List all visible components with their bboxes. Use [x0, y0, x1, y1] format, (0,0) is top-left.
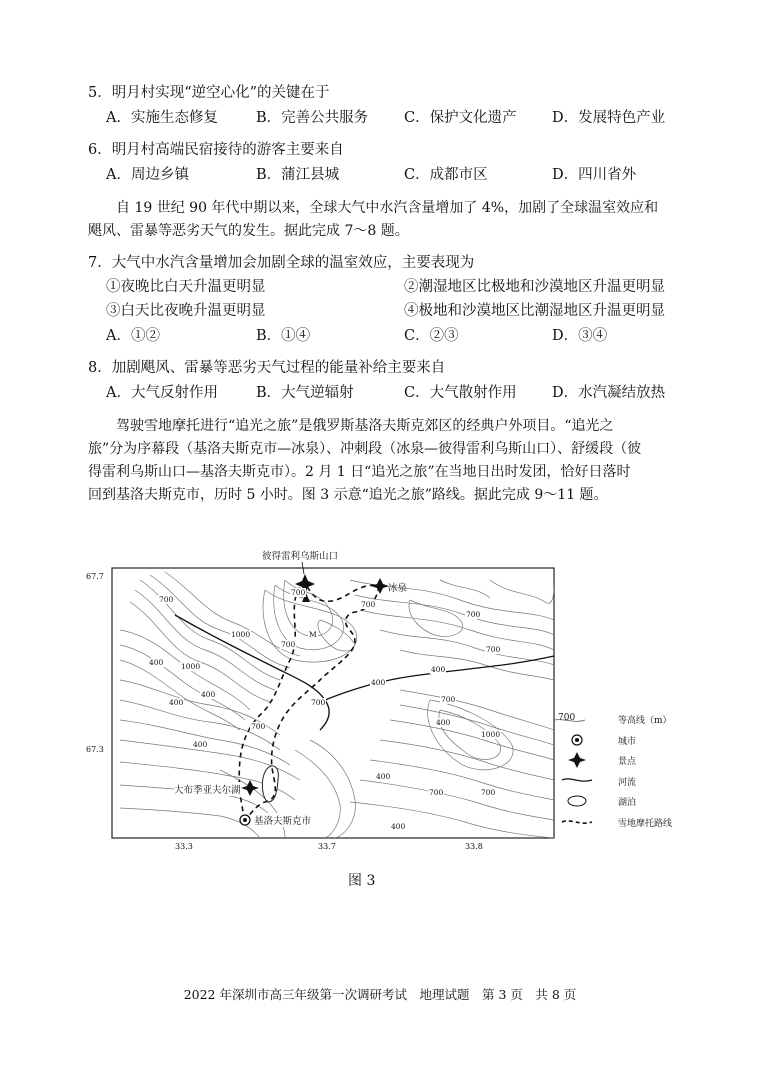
- contour-value-label: 700: [441, 695, 456, 704]
- legend-city-label: 城市: [618, 737, 637, 747]
- lat-label-bottom: 67.3: [86, 745, 104, 754]
- q7-statement-1: ①夜晚比白天升温更明显: [106, 279, 266, 295]
- contour-value-label: M: [309, 630, 317, 639]
- contour-value-label: 700: [466, 610, 481, 619]
- lon-label-mid: 33.7: [318, 842, 336, 851]
- q6-stem: 6．明月村高端民宿接待的游客主要来自: [88, 142, 344, 158]
- q7-option-a: A．①②: [106, 328, 160, 344]
- q7-statement-3: ③白天比夜晚升温更明显: [106, 303, 266, 319]
- contour-value-label: 400: [376, 772, 391, 781]
- contour-value-label: 1000: [231, 630, 251, 639]
- q6-option-d: D．四川省外: [552, 167, 637, 183]
- q8-option-b: B．大气逆辐射: [256, 385, 354, 401]
- q8-option-a: A．大气反射作用: [106, 385, 218, 401]
- q8-option-d: D．水汽凝结放热: [552, 385, 666, 401]
- q5-option-d: D．发展特色产业: [552, 110, 666, 126]
- legend-scenic-label: 景点: [618, 757, 637, 767]
- contour-value-label: 700: [291, 588, 306, 597]
- city-label: 基洛夫斯克市: [254, 813, 311, 827]
- contour-value-label: 1000: [181, 662, 201, 671]
- intro-7-8-line: 自 19 世纪 90 年代中期以来，全球大气中水汽含量增加了 4%，加剧了全球温室效应和: [116, 200, 659, 216]
- page-footer: 2022 年深圳市高三年级第一次调研考试 地理试题 第 3 页 共 8 页: [183, 987, 577, 1002]
- figure-3-map: [80, 540, 730, 860]
- contour-value-label: 700: [281, 640, 296, 649]
- legend-lake-icon: [568, 796, 586, 806]
- q7-option-b: B．①④: [256, 328, 311, 344]
- q5-option-c: C．保护文化遗产: [404, 110, 517, 126]
- legend-route-label: 雪地摩托路线: [618, 819, 673, 829]
- q6-option-b: B．蒲江县城: [256, 167, 340, 183]
- intro-7-8-line: 飓风、雷暴等恶劣天气的发生。据此完成 7～8 题。: [88, 223, 409, 239]
- contour-value-label: 400: [149, 658, 164, 667]
- contour-value-label: 400: [431, 665, 446, 674]
- contour-value-label: 400: [391, 822, 406, 831]
- contour-value-label: 1000: [481, 730, 501, 739]
- legend-river-line: [562, 779, 592, 781]
- lon-label-left: 33.3: [175, 842, 193, 851]
- legend-contour-sample: 700: [558, 713, 576, 723]
- contour-value-label: 700: [311, 698, 326, 707]
- q8-stem: 8．加剧飓风、雷暴等恶劣天气过程的能量补给主要来自: [88, 360, 446, 376]
- intro-9-11-line: 回到基洛夫斯克市，历时 5 小时。图 3 示意“追光之旅”路线。据此完成 9～11 题。: [88, 487, 608, 503]
- contour-value-label: 700: [159, 595, 174, 604]
- legend-contour-label: 等高线（m）: [618, 716, 672, 726]
- q7-option-d: D．③④: [552, 328, 608, 344]
- q6-option-c: C．成都市区: [404, 167, 488, 183]
- q7-stem: 7．大气中水汽含量增加会加剧全球的温室效应，主要表现为: [88, 255, 475, 271]
- q7-statement-2: ②潮湿地区比极地和沙漠地区升温更明显: [404, 279, 665, 295]
- q5-stem: 5．明月村实现“逆空心化”的关键在于: [88, 85, 330, 101]
- q7-option-c: C．②③: [404, 328, 459, 344]
- legend-lake-label: 湖泊: [618, 798, 637, 808]
- contour-value-label: 700: [361, 600, 376, 609]
- contour-value-label: 400: [371, 678, 386, 687]
- figure-caption: 图 3: [348, 873, 376, 889]
- q6-option-a: A．周边乡镇: [106, 167, 189, 183]
- pass-label: 彼得雷利乌斯山口: [262, 551, 339, 562]
- contour-value-label: 700: [486, 645, 501, 654]
- intro-9-11-line: 驾驶雪地摩托进行“追光之旅”是俄罗斯基洛夫斯克郊区的经典户外项目。“追光之: [116, 418, 614, 434]
- city-icon-dot: [243, 818, 247, 822]
- lake-label: 大布季亚夫尔湖: [174, 782, 241, 796]
- lon-label-right: 33.8: [465, 842, 483, 851]
- contour-value-label: 400: [193, 740, 208, 749]
- spring-label: 冰泉: [388, 583, 408, 594]
- legend-river-label: 河流: [618, 778, 637, 788]
- q5-option-b: B．完善公共服务: [256, 110, 369, 126]
- q7-statement-4: ④极地和沙漠地区比潮湿地区升温更明显: [404, 303, 665, 319]
- intro-7-8: [88, 197, 692, 243]
- legend-route-line: [562, 821, 592, 823]
- intro-9-11: [88, 415, 692, 507]
- q8-option-c: C．大气散射作用: [404, 385, 517, 401]
- contour-value-label: 400: [436, 718, 451, 727]
- intro-9-11-line: 旅”分为序幕段（基洛夫斯克市—冰泉）、冲刺段（冰泉—彼得雷利乌斯山口）、舒缓段（彼: [88, 441, 642, 457]
- contour-value-label: 700: [481, 788, 496, 797]
- lat-label-top: 67.7: [86, 572, 104, 581]
- intro-9-11-line: 得雷利乌斯山口—基洛夫斯克市）。2 月 1 日“追光之旅”在当地日出时发团，恰好日落时: [88, 464, 631, 480]
- legend-scenic-icon: [568, 752, 586, 768]
- legend-city-dot: [575, 738, 579, 742]
- contour-value-label: 700: [251, 722, 266, 731]
- contour-value-label: 400: [201, 690, 216, 699]
- q5-option-a: A．实施生态修复: [106, 110, 218, 126]
- contour-value-label: 400: [169, 698, 184, 707]
- contour-value-label: 700: [429, 788, 444, 797]
